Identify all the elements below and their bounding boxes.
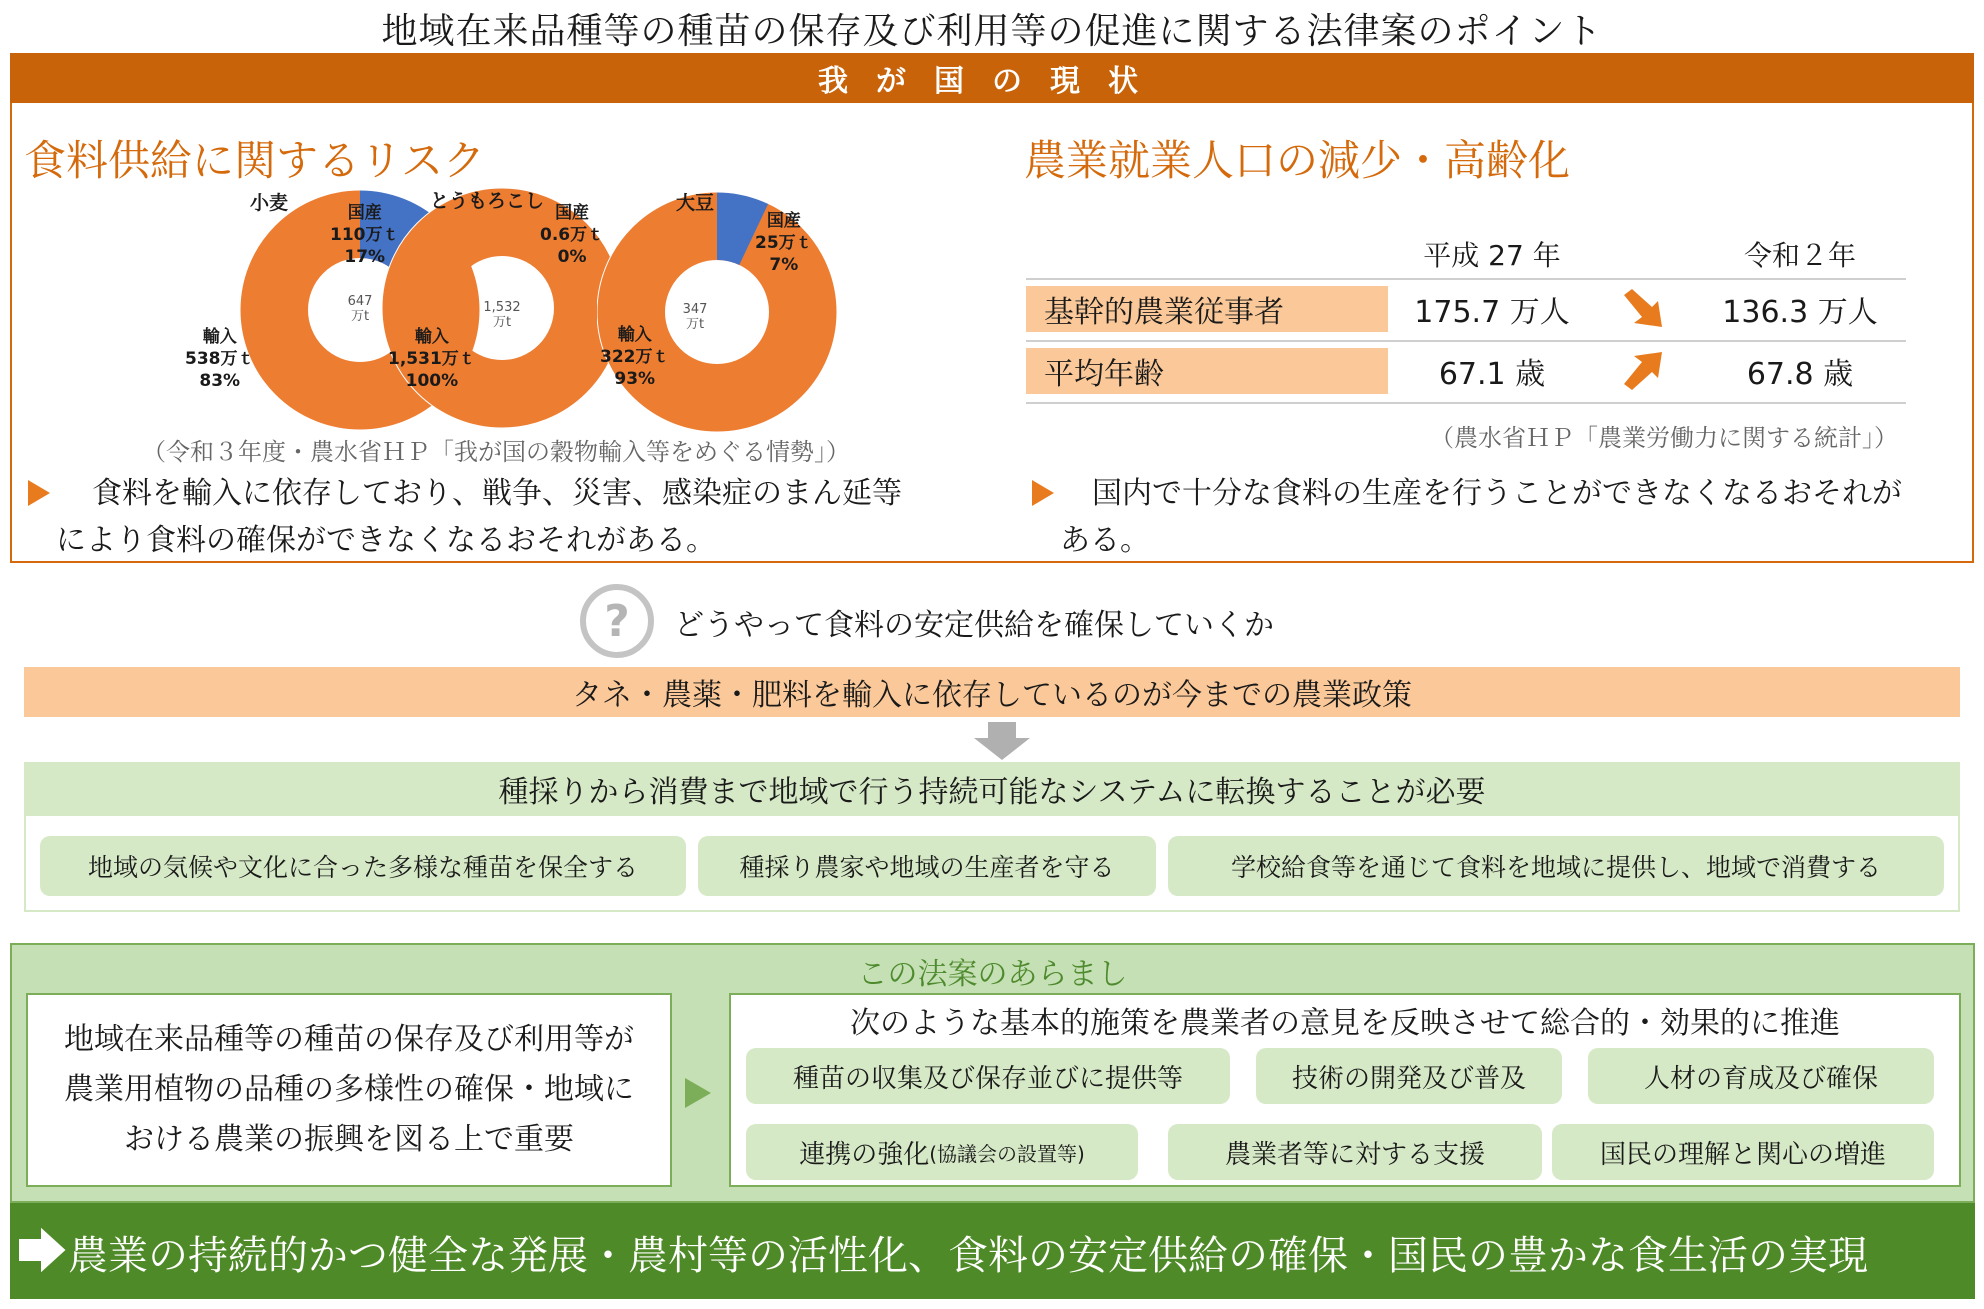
table-rule	[1026, 340, 1906, 342]
necessity-item: 種採り農家や地域の生産者を守る	[698, 836, 1156, 896]
importance-line: おける農業の振興を図る上で重要	[124, 1122, 574, 1157]
bullet-triangle-icon	[1032, 480, 1054, 506]
table-row-label-age: 平均年齢	[1026, 348, 1388, 394]
measures-header: 次のような基本的施策を農業者の意見を反映させて総合的・効果的に推進	[850, 1006, 1840, 1041]
measure-item: 国民の理解と関心の増進	[1552, 1124, 1934, 1180]
wheat-total: 647 万t	[347, 294, 373, 324]
soybean-import-label: 輸入 322万ｔ 93%	[600, 325, 670, 389]
measure-item: 連携の強化 (協議会の設置等)	[746, 1124, 1138, 1180]
corn-import-label: 輸入 1,531万ｔ 100%	[388, 327, 476, 391]
corn-total: 1,532 万t	[483, 300, 521, 330]
necessity-item: 地域の気候や文化に合った多様な種苗を保全する	[40, 836, 686, 896]
current-status-header: 我が国の現状	[10, 53, 1974, 103]
corn-label: とうもろこし	[430, 190, 545, 212]
soybean-total: 347 万t	[682, 302, 708, 332]
soybean-domestic-label: 国産 25万ｔ 7%	[755, 211, 813, 275]
arrow-right-icon	[685, 1078, 711, 1112]
question-text: どうやって食料の安定供給を確保していくか	[674, 608, 1274, 643]
goal-text: 農業の持続的かつ健全な発展・農村等の活性化、食料の安定供給の確保・国民の豊かな食生活の実現	[68, 1233, 1868, 1279]
table-col-before: 平成 27 年	[1423, 239, 1561, 272]
wheat-domestic-label: 国産 110万ｔ 17%	[330, 203, 400, 267]
table-col-after: 令和２年	[1743, 239, 1856, 272]
arrow-up-icon	[1622, 352, 1668, 396]
question-icon: ?	[580, 584, 654, 658]
food-risk-bullet-line2: により食料の確保ができなくなるおそれがある。	[56, 523, 716, 558]
corn-domestic-label: 国産 0.6万ｔ 0%	[540, 203, 605, 267]
page-title: 地域在来品種等の種苗の保存及び利用等の促進に関する法律案のポイント	[381, 10, 1603, 52]
importance-box	[26, 993, 672, 1187]
importance-line: 農業用植物の品種の多様性の確保・地域に	[64, 1072, 634, 1107]
wheat-import-label: 輸入 538万ｔ 83%	[185, 327, 255, 391]
farming-population-source: （農水省ＨＰ「農業労働力に関する統計」）	[1430, 424, 1898, 452]
farming-bullet-line1: 国内で十分な食料の生産を行うことができなくなるおそれが	[1092, 476, 1902, 511]
necessity-item: 学校給食等を通じて食料を地域に提供し、地域で消費する	[1168, 836, 1944, 896]
farming-bullet-line2: ある。	[1060, 523, 1150, 558]
table-rule	[1026, 278, 1906, 280]
overview-label: この法案のあらまし	[857, 957, 1128, 992]
farming-population-title: 農業就業人口の減少・高齢化	[1024, 136, 1571, 185]
arrow-down-icon	[1622, 289, 1668, 333]
importance-line: 地域在来品種等の種苗の保存及び利用等が	[64, 1022, 634, 1057]
bullet-triangle-icon	[28, 480, 50, 506]
soybean-label: 大豆	[676, 192, 715, 214]
table-rule	[1026, 402, 1906, 404]
table-cell-workers-after: 136.3 万人	[1722, 295, 1878, 330]
measure-item: 農業者等に対する支援	[1168, 1124, 1542, 1180]
arrow-down-gray-icon	[972, 722, 1032, 764]
table-row-label-workers: 基幹的農業従事者	[1026, 286, 1388, 332]
table-cell-age-before: 67.1 歳	[1438, 357, 1546, 392]
necessity-header: 種採りから消費まで地域で行う持続可能なシステムに転換することが必要	[24, 762, 1960, 816]
measure-item: 人材の育成及び確保	[1588, 1048, 1934, 1104]
policy-bar: タネ・農薬・肥料を輸入に依存しているのが今までの農業政策	[24, 667, 1960, 717]
arrow-right-outline-icon	[18, 1228, 66, 1276]
table-cell-age-after: 67.8 歳	[1746, 357, 1854, 392]
food-risk-title: 食料供給に関するリスク	[24, 136, 486, 185]
measure-item: 技術の開発及び普及	[1256, 1048, 1562, 1104]
wheat-label: 小麦	[250, 192, 289, 214]
food-risk-bullet-line1: 食料を輸入に依存しており、戦争、災害、感染症のまん延等	[92, 476, 902, 511]
table-cell-workers-before: 175.7 万人	[1414, 295, 1570, 330]
measure-item: 種苗の収集及び保存並びに提供等	[746, 1048, 1230, 1104]
food-risk-source: （令和３年度・農水省ＨＰ「我が国の穀物輸入等をめぐる情勢」）	[142, 438, 850, 466]
